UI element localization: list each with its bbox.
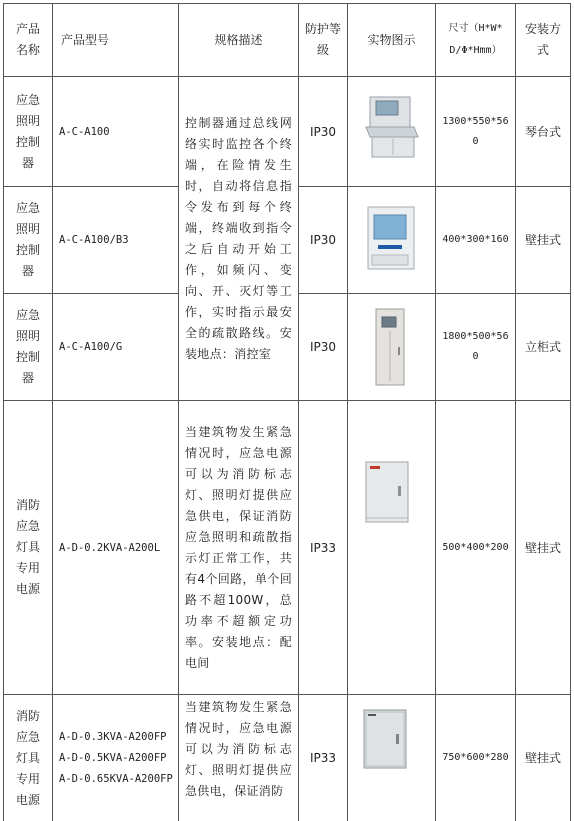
row1-install: 琴台式 xyxy=(524,124,561,139)
row5-size: 750*600*280 xyxy=(442,752,509,763)
row2-size: 400*300*160 xyxy=(442,234,509,245)
wall-mount-controller-icon xyxy=(366,205,418,271)
header-name: 产品名称 xyxy=(15,21,40,57)
row3-ip: IP30 xyxy=(309,340,337,354)
floor-cabinet-icon xyxy=(374,307,408,387)
row2-install: 壁挂式 xyxy=(524,233,561,247)
row1-ip: IP30 xyxy=(309,124,337,139)
row5-model-3: A-D-0.65KVA-A200FP xyxy=(59,772,173,785)
row3-name: 应急照明控制器 xyxy=(15,308,40,385)
row5-models xyxy=(53,695,178,821)
row5-ip: IP33 xyxy=(309,751,337,765)
spec-power-2: 当建筑物发生紧急情况时，应急电源可以为消防标志灯、照明灯提供应急供电，保证消防 xyxy=(185,700,292,798)
row3-install: 立柜式 xyxy=(524,340,561,354)
row4-model: A-D-0.2KVA-A200L xyxy=(59,541,161,554)
header-ip: 防护等级 xyxy=(304,21,341,57)
row5-model-2: A-D-0.5KVA-A200FP xyxy=(59,751,167,764)
power-cabinet-icon xyxy=(362,708,410,772)
row5-name: 消防应急灯具专用电源 xyxy=(15,708,40,807)
row4-ip: IP33 xyxy=(309,540,337,555)
row3-model: A-C-A100/G xyxy=(59,341,123,353)
row4-size: 500*400*200 xyxy=(442,541,509,553)
spec-controller: 控制器通过总线网络实时监控各个终端，在险情发生时，自动将信息指令发布到每个终端，终端收到指令之后自动开始工作，如频闪、变向、开、灭灯等工作，实时指示最安全的疏散路线。安装地点：消控室 xyxy=(185,115,292,361)
row2-model: A-C-A100/B3 xyxy=(59,234,129,246)
row4-install: 壁挂式 xyxy=(524,540,561,555)
spec-power-1: 当建筑物发生紧急情况时，应急电源可以为消防标志灯、照明灯提供应急供电，保证消防应急照明和疏散指示灯正常工作，共有4个回路，单个回路不超100W，总功率不超额定功率。安装地点：配电间 xyxy=(185,424,292,670)
row3-size: 1800*500*560 xyxy=(442,331,509,362)
row1-size: 1300*550*560 xyxy=(442,115,509,147)
row1-model: A-C-A100 xyxy=(59,125,110,138)
row5-model-1: A-D-0.3KVA-A200FP xyxy=(59,730,167,743)
console-cabinet-icon xyxy=(364,89,420,159)
row1-name: 应急照明控制器 xyxy=(15,92,40,170)
row5-install: 壁挂式 xyxy=(524,751,561,765)
header-photo: 实物图示 xyxy=(367,32,416,47)
row2-ip: IP30 xyxy=(309,233,337,247)
row2-name: 应急照明控制器 xyxy=(15,201,40,278)
power-box-icon xyxy=(364,460,412,524)
header-spec: 规格描述 xyxy=(214,32,263,47)
header-model: 产品型号 xyxy=(61,32,110,47)
row4-name: 消防应急灯具专用电源 xyxy=(15,498,40,596)
header-install: 安装方式 xyxy=(524,21,561,57)
header-size: 尺寸（H*W*D/Φ*Hmm） xyxy=(448,22,503,56)
